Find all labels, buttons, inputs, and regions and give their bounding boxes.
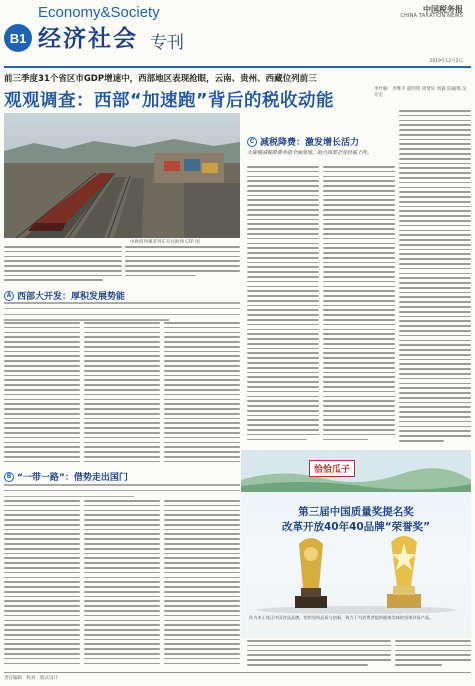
article-text-block <box>395 640 471 670</box>
issue-date: 2019年12月2日 <box>429 59 463 64</box>
section-title: 西部大开发：厚积发展势能 <box>17 292 126 302</box>
ad-footnote: 作为本土纯正中国食品品牌，恰恰坚持品质与创新，致力于为消费者提供健康美味的坚果炒货产品。 <box>249 615 434 620</box>
article-text-block <box>247 640 391 670</box>
article-text-block <box>164 322 240 466</box>
article-text-block <box>4 322 80 466</box>
trophy-image <box>241 534 471 614</box>
section-marker-icon: A <box>4 291 14 301</box>
footer-credits: 责任编辑 校对 版式设计 <box>4 676 58 681</box>
section-heading <box>4 470 128 483</box>
section-name-en: Economy&Society <box>38 4 160 21</box>
section-badge: B1 <box>4 24 32 52</box>
lead-photo <box>4 113 240 238</box>
ad-title: 改革开放40年40品牌“荣誉奖” <box>281 521 431 533</box>
section-subtitle: 专刊 <box>150 33 184 53</box>
advertisement <box>241 450 471 638</box>
section-title: “一带一路”：借势走出国门 <box>17 473 128 483</box>
ad-brand-logo: 恰恰瓜子 <box>309 460 355 477</box>
main-headline: 观观调查：西部“加速跑”背后的税收动能 <box>4 91 335 111</box>
section-heading <box>247 135 359 148</box>
article-text-block <box>84 322 160 466</box>
header-rule <box>4 66 471 68</box>
newspaper-name-en: CHINA TAXATION NEWS <box>400 13 463 19</box>
article-text-block <box>399 110 471 446</box>
section-title: 减税降费：激发增长活力 <box>260 138 360 148</box>
footer-rule <box>4 672 471 673</box>
section-name-cn: 经济社会 <box>38 26 138 52</box>
section-marker-icon: C <box>247 137 257 147</box>
photo-caption: 中欧班列乘者列车开往欧洲 CFP 图 <box>130 240 200 245</box>
article-text-block <box>125 246 240 286</box>
newspaper-name-cn: 中国税务报 <box>423 5 463 14</box>
section-lead: 大规模减税降费举措全面落地，助力西部企业轻装上阵。 <box>247 150 373 156</box>
article-text-block <box>164 500 240 668</box>
section-lead <box>4 484 240 501</box>
ad-title: 第三届中国质量奖提名奖 <box>298 506 414 518</box>
article-text-block <box>4 246 122 286</box>
byline: 李竹楠 李继平 霍明明 周贤轩 周毅 阳毅翔 吴开宏 <box>374 87 467 98</box>
article-text-block <box>4 500 80 668</box>
kicker-headline: 前三季度31个省区市GDP增速中，西部地区表现抢眼，云南、贵州、西藏位列前三 <box>4 74 317 84</box>
article-text-block <box>247 166 319 446</box>
section-marker-icon: B <box>4 472 14 482</box>
article-text-block <box>84 500 160 668</box>
ad-banner-graphic <box>241 450 471 492</box>
section-heading <box>4 289 125 302</box>
article-text-block <box>323 166 395 446</box>
